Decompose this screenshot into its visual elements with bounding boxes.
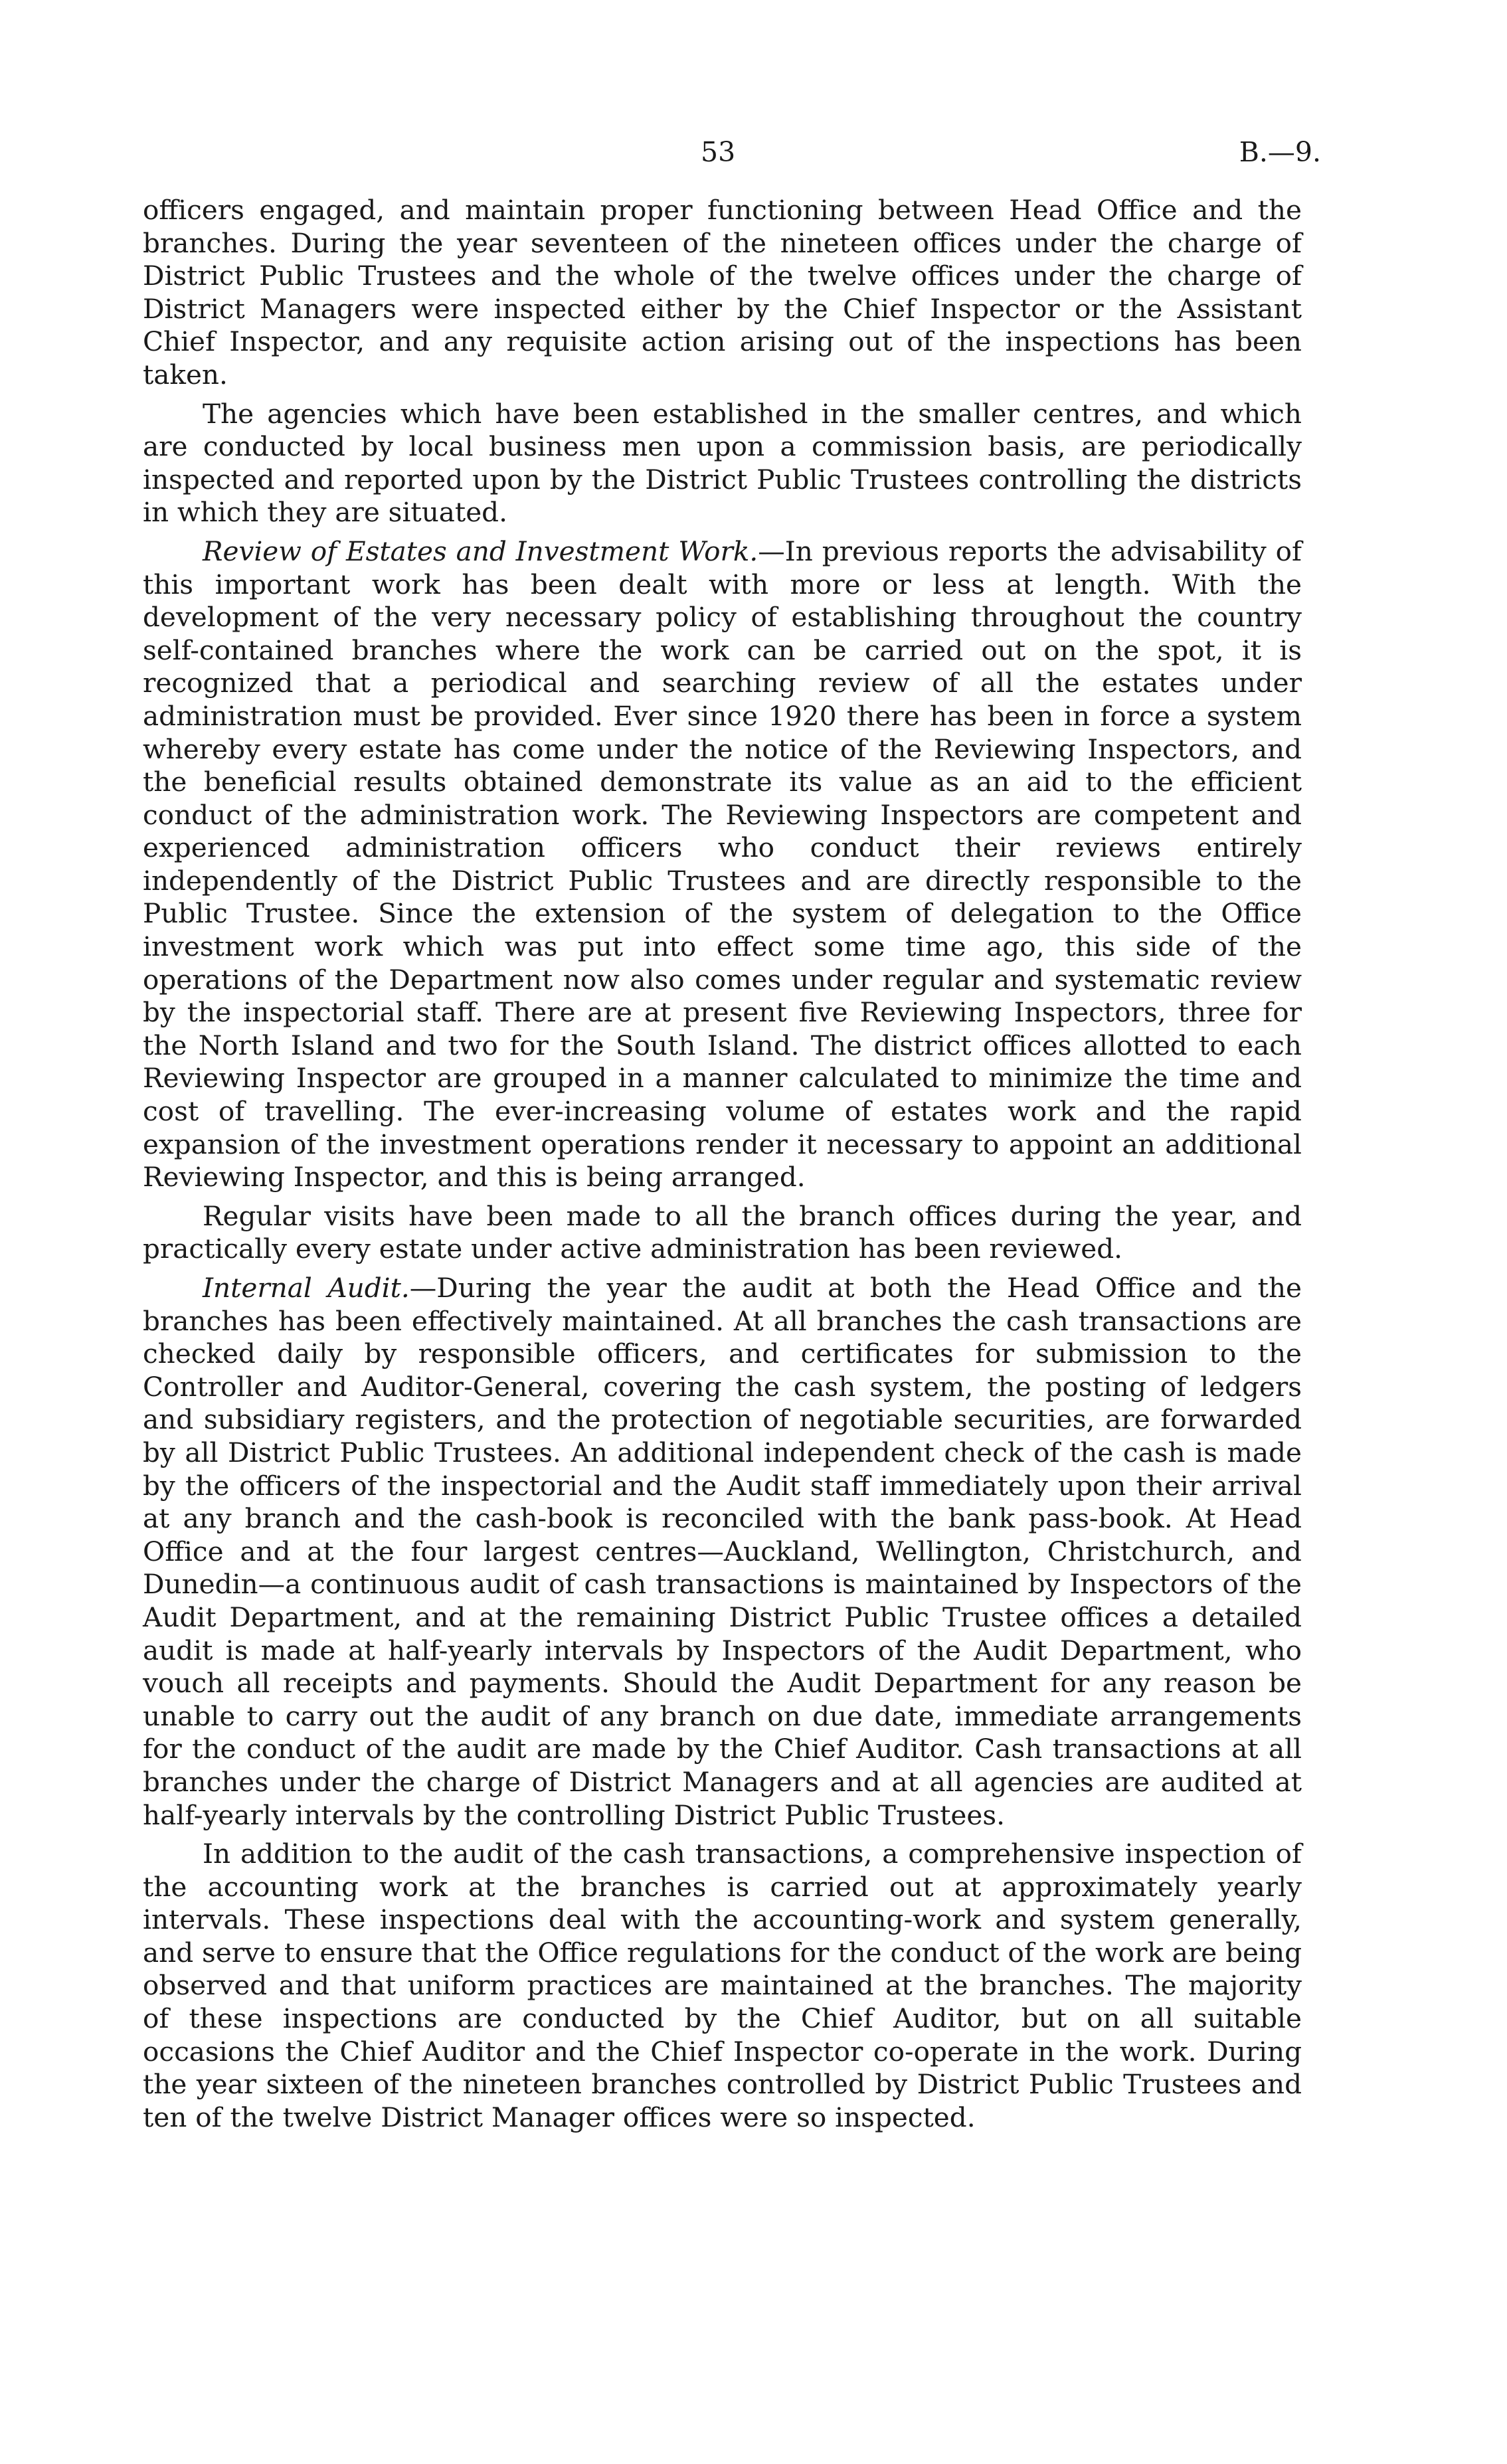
paragraph-text: In addition to the audit of the cash transactions, a comprehensive inspection of the accounting work at the branches is carried out at approximately yearly intervals. These inspections deal with the accounting-work and system generally, and serve to ensure that the Office regulations for the conduct of the work are being observed and that uniform practices are maintained at the branches. The majority of these inspections are conducted by the Chief Auditor, but on all suitable occasions the Chief Auditor and the Chief Inspector co-operate in the work. During the year sixteen of the nineteen branches controlled by District Public Trustees and ten of the twelve District Manager offices were so inspected. xyxy=(143,1838,1302,2133)
paragraph-text: Regular visits have been made to all the branch offices during the year, and practically every estate under active administration has been reviewed. xyxy=(143,1199,1302,1265)
paper-reference: B.—9. xyxy=(1239,136,1321,168)
body-text xyxy=(143,194,1302,2140)
paragraph-agencies xyxy=(143,398,1302,529)
paragraph-continuation xyxy=(143,194,1302,392)
paragraph-text: —During the year the audit at both the Head Office and the branches has been effectively maintained. At all branches the cash transactions are checked daily by responsible officers, and certificates for submission to the Controller and Auditor-General, covering the cash system, the posting of ledgers and subsidiary registers, and the protection of negotiable securities, are forwarded by all District Public Trustees. An additional independent check of the cash is made by the officers of the inspectorial and the Audit staff immediately upon their arrival at any branch and the cash-book is reconciled with the bank pass-book. At Head Office and at the four largest centres—Auckland, Wellington, Christchurch, and Dunedin—a continuous audit of cash transactions is maintained by Inspectors of the Audit Department, and at the remaining District Public Trustee offices a detailed audit is made at half-yearly intervals by Inspectors of the Audit Department, who vouch all receipts and payments. Should the Audit Department for any reason be unable to carry out the audit of any branch on due date, immediate arrangements for the conduct of the audit are made by the Chief Auditor. Cash transactions at all branches under the charge of District Managers and at all agencies are audited at half-yearly intervals by the controlling District Public Trustees. xyxy=(143,1272,1302,1831)
paragraph-text: —In previous reports the advisability of this important work has been dealt with more or less at length. With the development of the very necessary policy of establishing throughout the country self-contained branches where the work can be carried out on the spot, it is recognized that a periodical and searching review of all the estates under administration must be provided. Ever since 1920 there has been in force a system whereby every estate has come under the notice of the Reviewing Inspectors, and the beneficial results obtained demonstrate its value as an aid to the efficient conduct of the administration work. The Reviewing Inspectors are competent and experienced administration officers who conduct their reviews entirely independently of the District Public Trustees and are directly responsible to the Public Trustee. Since the extension of the system of delegation to the Office investment work which was put into effect some time ago, this side of the operations of the Department now also comes under regular and systematic review by the inspectorial staff. There are at present five Reviewing Inspectors, three for the North Island and two for the South Island. The district offices allotted to each Reviewing Inspector are grouped in a manner calculated to minimize the time and cost of travelling. The ever-increasing volume of estates work and the rapid expansion of the investment operations render it necessary to appoint an additional Reviewing Inspector, and this is being arranged. xyxy=(143,535,1302,1193)
paragraph-accounting-inspection xyxy=(143,1838,1302,2134)
page-header xyxy=(0,136,1507,183)
section-heading: Review of Estates and Investment Work. xyxy=(203,535,758,567)
page-number: 53 xyxy=(701,136,736,168)
section-heading: Internal Audit. xyxy=(203,1272,410,1304)
paragraph-text: The agencies which have been established in the smaller centres, and which are conducted by local business men upon a commission basis, are periodically inspected and reported upon by the District Public Trustees controlling the districts in which they are situated. xyxy=(143,397,1302,529)
paragraph-text: officers engaged, and maintain proper functioning between Head Office and the branches. During the year seventeen of the nineteen offices under the charge of District Public Trustees and the whole of the twelve offices under the charge of District Managers were inspected either by the Chief Inspector or the Assistant Chief Inspector, and any requisite action arising out of the inspections has been taken. xyxy=(143,194,1302,391)
paragraph-review-of-estates xyxy=(143,535,1302,1194)
paragraph-internal-audit xyxy=(143,1272,1302,1832)
paragraph-regular-visits xyxy=(143,1200,1302,1266)
